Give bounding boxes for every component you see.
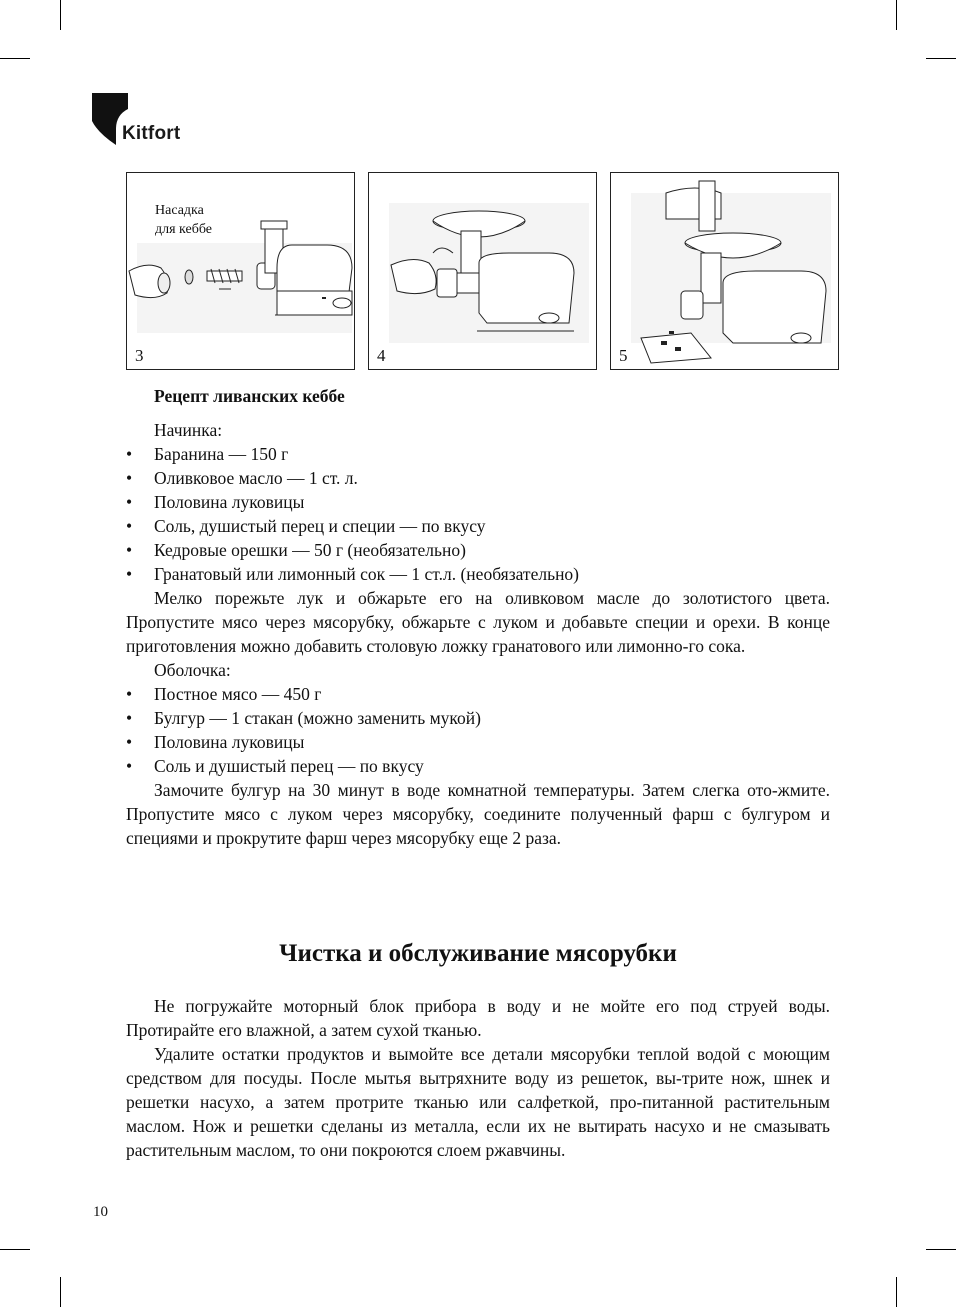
- list-item: • Оливковое масло — 1 ст. л.: [126, 466, 830, 490]
- crop-mark: [926, 58, 956, 59]
- figure-number: 5: [619, 346, 628, 365]
- shell-label: Оболочка:: [154, 660, 231, 680]
- figure-4: [368, 172, 597, 370]
- recipe-title: Рецепт ливанских кеббе: [154, 386, 345, 406]
- list-item: • Постное мясо — 450 г: [126, 682, 830, 706]
- meat-grinder-operation-illustration: [611, 173, 839, 370]
- crop-mark: [896, 1277, 897, 1307]
- figure-number: 3: [135, 346, 144, 365]
- list-item: • Булгур — 1 стакан (можно заменить мукой): [126, 706, 830, 730]
- crop-mark: [0, 1249, 30, 1250]
- list-item: • Гранатовый или лимонный сок — 1 ст.л. (необязательно): [126, 562, 830, 586]
- crop-mark: [926, 1249, 956, 1250]
- cleaning-paragraph: Удалите остатки продуктов и вымойте все детали мясорубки теплой водой с моющим средством для посуды. После мытья вытряхните воду из решеток, вы-трите нож, шнек и решетки насухо, а затем протрите тканью или салфеткой, про-питанной растительным маслом. Нож и решетки сделаны из металла, если их не вытирать насухо и не смазывать растительным маслом, то они покроются слоем ржавчины.: [126, 1044, 830, 1160]
- figure-number: 4: [377, 346, 386, 365]
- shell-list: [126, 682, 830, 778]
- figure-3: [126, 172, 355, 370]
- shell-instructions: Замочите булгур на 30 минут в воде комнатной температуры. Затем слегка ото-жмите. Пропустите мясо с луком через мясорубку, соедините полученный фарш с булгуром и специями и прокрутите фарш через мясорубку еще 2 раза.: [126, 780, 830, 848]
- list-item: • Половина луковицы: [126, 490, 830, 514]
- crop-mark: [0, 58, 30, 59]
- filling-list: [126, 442, 830, 586]
- list-item: • Половина луковицы: [126, 730, 830, 754]
- list-item: • Соль, душистый перец и специи — по вкусу: [126, 514, 830, 538]
- section-title: Чистка и обслуживание мясорубки: [279, 940, 677, 967]
- crop-mark: [60, 0, 61, 30]
- recipe-section: [126, 384, 830, 850]
- cleaning-paragraph: Не погружайте моторный блок прибора в воду и не мойте его под струей воды. Протирайте его влажной, а затем сухой тканью.: [126, 996, 830, 1040]
- brand-logo: [92, 93, 222, 145]
- crop-mark: [60, 1277, 61, 1307]
- figure-caption: Насадка для кеббе: [155, 203, 212, 237]
- crop-mark: [896, 0, 897, 30]
- brand-name: Kitfort: [122, 123, 181, 144]
- figure-5: [610, 172, 839, 370]
- list-item: • Соль и душистый перец — по вкусу: [126, 754, 830, 778]
- cleaning-section: [126, 994, 830, 1162]
- filling-label: Начинка:: [154, 420, 223, 440]
- filling-instructions: Мелко порежьте лук и обжарьте его на оливковом масле до золотистого цвета. Пропустите мясо через мясорубку, обжарьте с луком и добавьте специи и орехи. В конце приготовления можно добавить столовую ложку гранатового или лимонно-го сока.: [126, 588, 830, 656]
- list-item: • Кедровые орешки — 50 г (необязательно): [126, 538, 830, 562]
- page-number: 10: [93, 1204, 108, 1220]
- list-item: • Баранина — 150 г: [126, 442, 830, 466]
- meat-grinder-assembly-illustration: [369, 173, 597, 370]
